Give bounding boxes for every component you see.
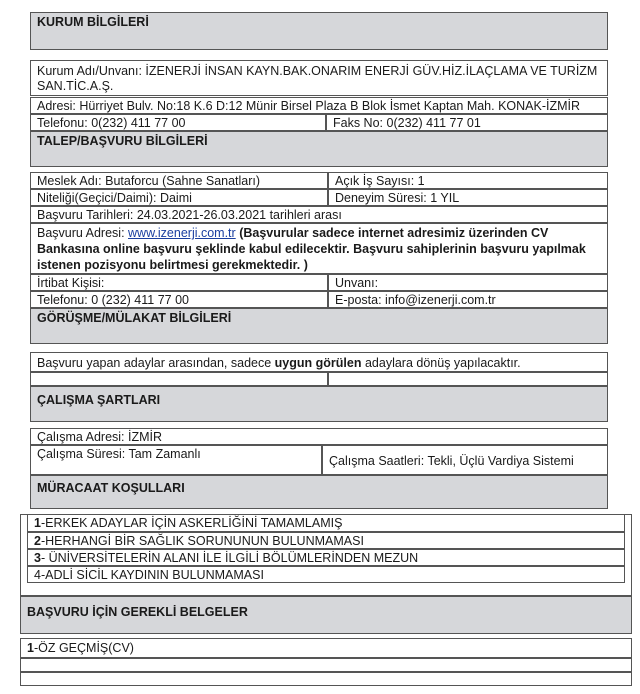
basvuru-note: (Başvurular sadece internet adresimiz üzerinden CV Bankasına online başvuru şeklinde kabul edilecektir. Başvuru sahiplerinin başvuru yapılmak istenen pozisyonu belirtmesi gerekmektedir. ) <box>37 226 586 272</box>
calisma-saat-cell: Çalışma Saatleri: Tekli, Üçlü Vardiya Sistemi <box>322 445 608 475</box>
muracaat-item: 4-ADLİ SİCİL KAYDININ BULUNMAMASI <box>27 566 625 583</box>
muracaat-item: 2-HERHANGİ BİR SAĞLIK SORUNUNUN BULUNMAMASI <box>27 532 625 549</box>
calisma-sure-cell: Çalışma Süresi: Tam Zamanlı <box>30 445 322 475</box>
calisma-header: ÇALIŞMA ŞARTLARI <box>30 386 608 422</box>
eposta-cell: E-posta: info@izenerji.com.tr <box>328 291 608 308</box>
kurum-adres-row: Adresi: Hürriyet Bulv. No:18 K.6 D:12 Münir Birsel Plaza B Blok İsmet Kaptan Mah. KONAK-İZMİR <box>30 97 608 114</box>
eposta-link[interactable]: info@izenerji.com.tr <box>385 293 496 307</box>
niteligi-cell: Niteliği(Geçici/Daimi): Daimi <box>30 189 328 206</box>
basvuru-tarih-row: Başvuru Tarihleri: 24.03.2021-26.03.2021 tarihleri arası <box>30 206 608 223</box>
muracaat-header: MÜRACAAT KOŞULLARI <box>30 475 608 509</box>
irtibat-cell: İrtibat Kişisi: <box>30 274 328 291</box>
belgeler-empty-row <box>20 658 632 672</box>
muracaat-item: 3- ÜNİVERSİTELERİN ALANI İLE İLGİLİ BÖLÜMLERİNDEN MEZUN <box>27 549 625 566</box>
gorusme-header: GÖRÜŞME/MÜLAKAT BİLGİLERİ <box>30 308 608 344</box>
deneyim-cell: Deneyim Süresi: 1 YIL <box>328 189 608 206</box>
belgeler-header: BAŞVURU İÇİN GEREKLİ BELGELER <box>20 596 632 634</box>
calisma-adres-row: Çalışma Adresi: İZMİR <box>30 428 608 445</box>
unvani-cell: Unvanı: <box>328 274 608 291</box>
talep-telefon-cell: Telefonu: 0 (232) 411 77 00 <box>30 291 328 308</box>
meslek-cell: Meslek Adı: Butaforcu (Sahne Sanatları) <box>30 172 328 189</box>
kurum-telefon-cell: Telefonu: 0(232) 411 77 00 <box>30 114 326 131</box>
belgeler-item: 1-ÖZ GEÇMİŞ(CV) <box>20 638 632 658</box>
gorusme-empty-right <box>328 372 608 386</box>
basvuru-adres-row: Başvuru Adresi: www.izenerji.com.tr (Başvurular sadece internet adresimiz üzerinden CV Bankasına online başvuru şeklinde kabul edilecektir. Başvuru sahiplerinin başvuru yapılmak istenen pozisyonu belirtmesi gerekmektedir. ) <box>30 223 608 274</box>
talep-header: TALEP/BAŞVURU BİLGİLERİ <box>30 131 608 167</box>
kurum-adi-row: Kurum Adı/Unvanı: İZENERJİ İNSAN KAYN.BAK.ONARIM ENERJİ GÜV.HİZ.İLAÇLAMA VE TURİZM SAN.TİC.A.Ş. <box>30 60 608 96</box>
muracaat-list <box>20 514 632 596</box>
izenerji-website-link[interactable]: www.izenerji.com.tr <box>128 226 236 240</box>
belgeler-empty-row <box>20 672 632 686</box>
muracaat-item: 1-ERKEK ADAYLAR İÇİN ASKERLİĞİNİ TAMAMLAMIŞ <box>27 515 625 532</box>
acik-is-cell: Açık İş Sayısı: 1 <box>328 172 608 189</box>
kurum-faks-cell: Faks No: 0(232) 411 77 01 <box>326 114 608 131</box>
gorusme-empty-left <box>30 372 328 386</box>
kurum-header: KURUM BİLGİLERİ <box>30 12 608 50</box>
gorusme-text-row: Başvuru yapan adaylar arasından, sadece uygun görülen adaylara dönüş yapılacaktır. <box>30 352 608 372</box>
